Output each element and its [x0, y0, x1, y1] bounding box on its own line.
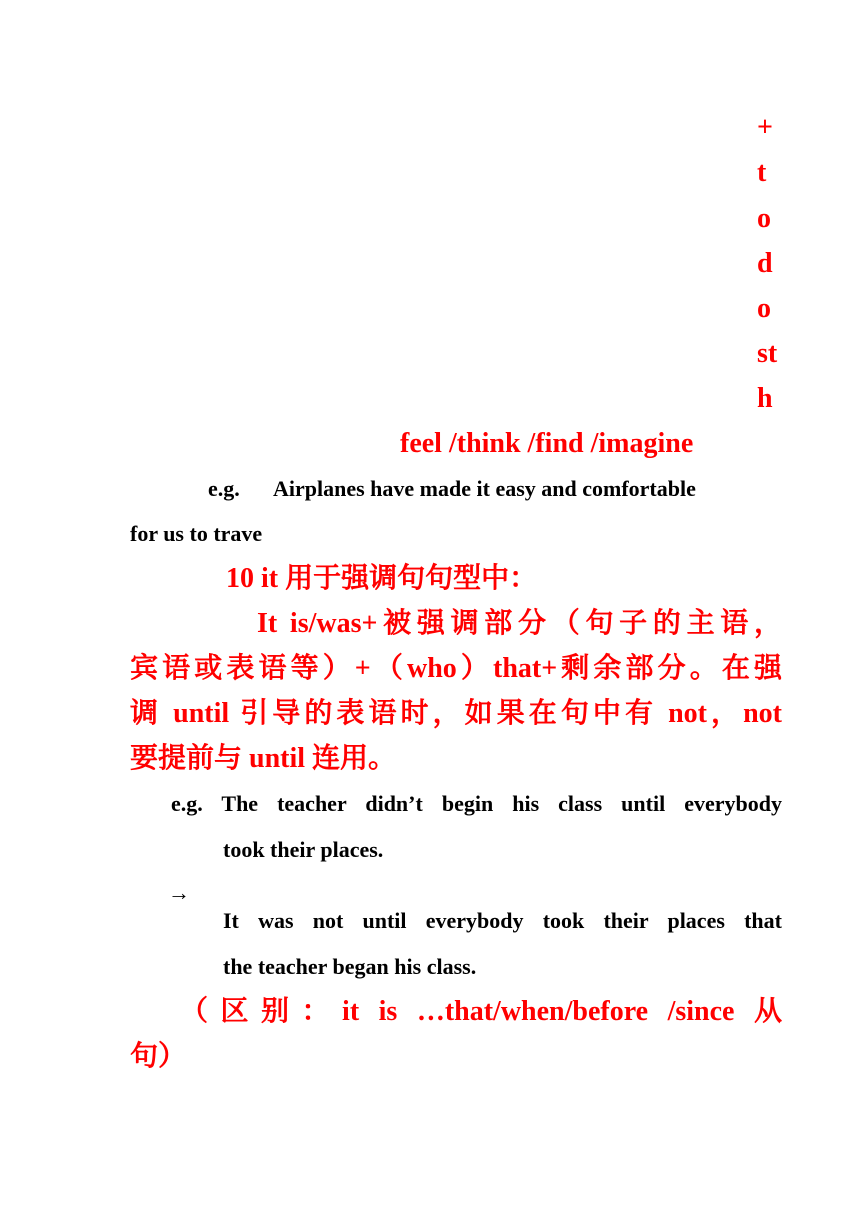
example-sentence-line2: for us to trave [130, 521, 263, 546]
distinction-note-line2: 句） [130, 1041, 187, 1072]
section-heading: 10 it 用于强调句句型中： [226, 563, 538, 594]
vertical-char: t [757, 157, 767, 188]
rule-paragraph-line2: 宾语或表语等）+（who）that+剩余部分。在强 [130, 653, 782, 684]
rule-paragraph-line1: It is/was+被强调部分（句子的主语， [257, 608, 782, 639]
rule-paragraph-line4: 要提前与 until 连用。 [130, 743, 397, 774]
example-label: e.g. [208, 476, 240, 501]
vertical-char: o [757, 203, 771, 234]
rule-paragraph-line3: 调 until 引导的表语时，如果在句中有 not，not [130, 698, 782, 729]
verbs-line: feel /think /find /imagine [400, 428, 694, 459]
example2-line3: It was not until everybody took their places that [223, 908, 782, 933]
vertical-char: d [757, 248, 773, 279]
vertical-char: st [757, 338, 778, 369]
vertical-char: h [757, 383, 773, 414]
example2-line4: the teacher began his class. [223, 954, 477, 979]
transform-arrow-icon: → [168, 880, 190, 905]
distinction-note-line1: （区别：it is …that/when/before /since 从 [180, 996, 782, 1027]
vertical-char: + [757, 112, 773, 143]
example2-line1: e.g. The teacher didn’t begin his class until everybody [171, 791, 782, 816]
example2-line2: took their places. [223, 837, 384, 862]
vertical-char: o [757, 293, 771, 324]
example-sentence-line1: Airplanes have made it easy and comfortable [273, 476, 696, 501]
